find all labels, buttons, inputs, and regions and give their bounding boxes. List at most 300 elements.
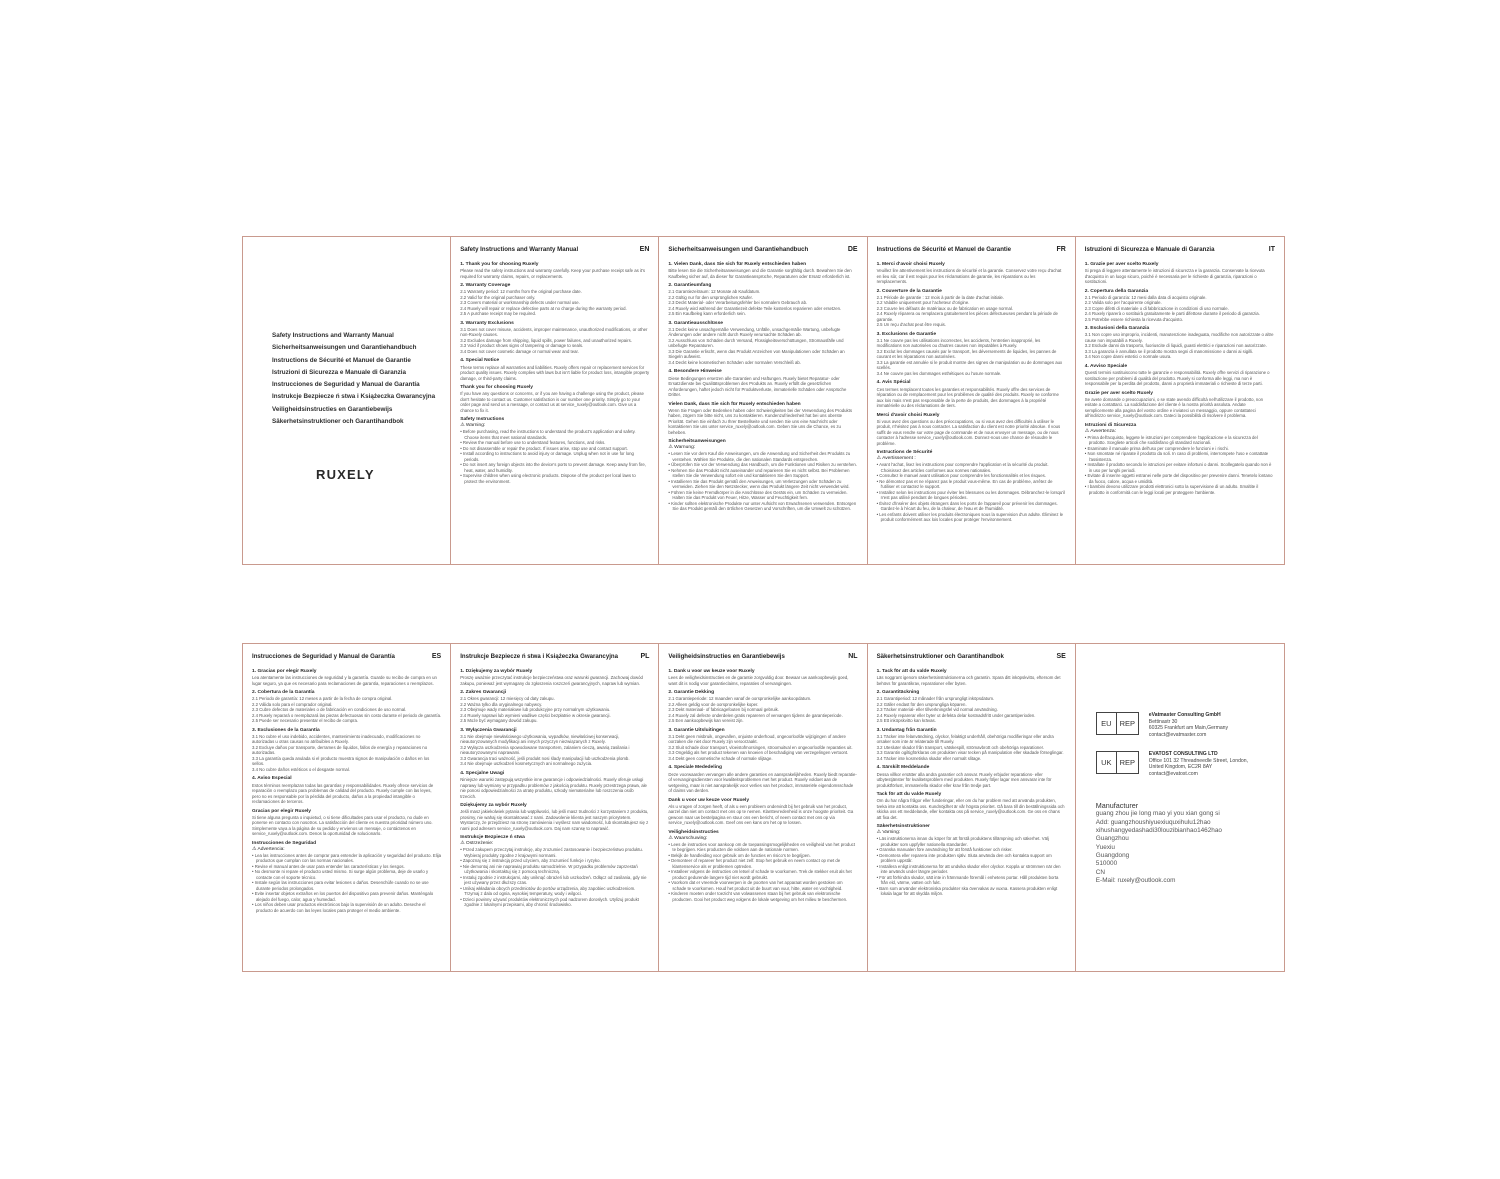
warning-item: • Barn som använder elektroniska produkter ska övervakas av vuxna. Kassera produkten enligt lokala lagar för att skydda miljön. — [877, 886, 1066, 897]
section-heading: 3. Garantieausschlüsse — [668, 320, 724, 326]
section-heading: 1. Vielen Dank, dass Sie sich für Ruxely entschieden haben — [668, 262, 807, 267]
body-line: 2.4 Ruxely zal defecte onderdelen gratis repareren of vervangen tijdens de garantieperiode. — [668, 712, 843, 718]
body-line: 2.3 Obejmuje wady materiałowe lub produkcyjne przy normalnym użytkowaniu. — [460, 707, 611, 713]
language-code: ES — [431, 653, 442, 660]
body-line: 2.2 Ważna tylko dla oryginalnego nabywcy. — [460, 701, 543, 707]
body-line: 3.3 La garantía queda anulada si el producto muestra signos de manipulación o daños en los sellos. — [252, 755, 430, 767]
warning-item: • Installate il prodotto secondo le istruzioni per evitare infortuni o danni. Scollegatelo quando non è in uso per lunghi periodi. — [1085, 462, 1275, 473]
section-body — [252, 815, 441, 837]
warning-item: • Unikaj wkładania obcych przedmiotów do portów urządzenia, aby zapobiec uszkodzeniom. Trzymaj z dala od ognia, wysokiej temperatury, wody i wilgoci. — [460, 886, 649, 897]
section-body — [252, 696, 441, 724]
section-heading: 2. Couverture de la Garantie — [876, 288, 942, 294]
panel-title: Safety Instructions and Warranty Manual — [460, 246, 579, 253]
section — [668, 369, 857, 397]
section-body — [460, 809, 649, 831]
warning-item: • Nehmen Sie das Produkt nicht auseinander und reparieren Sie es nicht selbst. Bei Problemen stellen Sie die Verwendung sofort ein und kontaktieren Sie den Support. — [668, 468, 857, 479]
warning-item: • Consultez le manuel avant utilisation pour comprendre les fonctionnalités et les risques. — [877, 473, 1066, 479]
body-line: Si vous avez des questions ou des préoccupations, ou si vous avez des difficultés à utiliser le produit, n'hésitez pas à nous contacter. La satisfaction du client est notre priorité absolue. Il vous suffit de vous rendre sur votre page de commande et de nous envoyer un message, ou de nous contacter à l'adresse service_ruxely@outlook.com. Donnez-nous une chance de résoudre le problème. — [876, 418, 1061, 446]
warning-item: • Instale según las instrucciones para evitar lesiones o daños. Desenchúfe cuando no se use durante periodos prolongados. — [252, 880, 441, 891]
section — [460, 417, 649, 484]
language-code: IT — [1268, 246, 1275, 253]
section — [668, 728, 857, 762]
warning-item: • I bambini devono utilizzare prodotti elettronici sotto la supervisione di un adulto. Smaltite il prodotto in conformità con le leggi locali per proteggere l'ambiente. — [1085, 484, 1275, 495]
panel-header — [460, 653, 649, 660]
section — [668, 402, 857, 436]
warning-item: • Do not insert any foreign objects into the device's ports to prevent damage. Keep away from fire, heat, water, and humidity. — [460, 462, 649, 473]
panel-title: Instructions de Sécurité et Manuel de Garantie — [876, 246, 1012, 253]
section-heading: 3. Warranty Exclusions — [460, 320, 514, 326]
section-heading: Thank you for choosing Ruxely — [460, 385, 534, 390]
eu-rep-line: 60325 Frankfurt am Main,Germany — [1148, 725, 1229, 732]
section — [460, 690, 649, 724]
section-heading: 2. Garantie Dekking — [668, 690, 715, 696]
section-heading: 1. Tack för att du valde Ruxely — [876, 669, 947, 674]
warning-label: ⚠ Avvertenza: — [1084, 428, 1117, 434]
body-line: 3.4 No cubre daños estéticos o el desgaste normal. — [252, 766, 350, 772]
panel-title: Instrukcje Bezpiecze ń stwa i Książeczka Gwarancyjna — [460, 653, 619, 660]
cover-title: Sicherheitsanweisungen und Garantiehandbuch — [272, 344, 417, 352]
warning-item: • Evitate di inserire oggetti estranei nelle porte del dispositivo per prevenire danni. Tenetelo lontano da fuoco, calore, acqua e umidità. — [1085, 473, 1275, 484]
body-line: Dessa villkor ersätter alla andra garantier och ansvar. Ruxely erbjuder reparations- eller utbytestjänster för kvalitetsproblem med produkten. Ruxely följer lagar men ansvarar inte för produktförlust, immateriella skador eller krav från tredje part. — [876, 771, 1052, 788]
uk-rep-badge — [1096, 751, 1139, 774]
body-line: 2.1 Garantiperiod: 12 månader från ursprungligt inköpsdatum. — [876, 696, 995, 702]
warning-item: • Nie demontuj ani nie naprawiaj produktu samodzielnie. W przypadku problemów zaprzestań użytkowania i skontaktuj się z pomocą techniczną. — [460, 864, 649, 875]
panel-header — [1085, 246, 1275, 253]
eu-rep-info — [1149, 712, 1228, 738]
body-line: 3.2 Esclude danni da trasporto, fuoriuscite di liquidi, guasti elettrici e riparazioni non autorizzate. — [1084, 343, 1267, 349]
body-line: 3.4 Täcker inte kosmetiska skador eller normalt slitage. — [876, 755, 982, 761]
warning-item: • Do not disassemble or repair the product. If issues arise, stop use and contact support. — [460, 446, 649, 452]
warning-label: ⚠ Warning: — [460, 423, 486, 429]
body-line: 2.1 Garantiezeitraum: 12 Monate ab Kaufdatum. — [668, 289, 761, 295]
section-body — [668, 327, 857, 366]
cover-title: Istruzioni di Sicurezza e Manuale di Garanzia — [272, 368, 407, 376]
manufacturer-email: E-Mail: ruxely@outlook.com — [1095, 876, 1176, 884]
uk-rep-line: United Kingdom, EC2R 8AY — [1148, 764, 1213, 771]
warning-item: • Les enfants doivent utiliser les produits électroniques sous la supervision d'un adulte. Éliminez le produit conformément aux lois locales pour protéger l'environnement. — [877, 512, 1066, 523]
body-line: 2.5 A purchase receipt may be required. — [460, 311, 537, 317]
eu-rep-block — [1096, 712, 1228, 738]
warning-item: • Voorkom dat er vreemde voorwerpen in de poorten van het apparaat worden gestoken om schade te voorkomen. Houd het product uit de buurt van vuur, hitte, water en vochtigheid. — [668, 880, 857, 891]
body-line: 3.2 Wyłącza uszkodzenia spowodowane transportem, zalaniem cieczą, awarią zasilania i nieautoryzowanymi naprawami. — [460, 744, 630, 756]
section — [460, 262, 649, 279]
section-body — [1085, 268, 1275, 285]
body-line: Diese Bedingungen ersetzen alle Garantien und Haftungen. Ruxely bietet Reparatur- oder Ersatzdienste bei Qualitätsproblemen des Produkts an. Ruxely erfüllt die gesetzlichen Anforderungen, haftet jedoch nicht für Produktverluste, immaterielle Schäden oder Ansprüche Dritter. — [668, 375, 847, 397]
body-line: 3.1 Dekt geen misbruik, ongevallen, onjuiste onderhoud, ongeoorloofde wijzigingen of andere oorzaken die niet door Ruxely zijn veroorzaakt. — [668, 733, 846, 745]
panel-title: Instrucciones de Seguridad y Manual de Garantía — [252, 653, 395, 660]
body-line: 2.3 Täcker material- eller tillverkningsfel vid normal användning. — [876, 707, 998, 713]
section — [1085, 391, 1275, 419]
body-line: Si tiene alguna pregunta o inquietud, o si tiene dificultades para usar el producto, no dude en ponerse en contacto con nosotros. La satisfacción del cliente es nuestra prioridad número uno. Simplemente vaya a la página de su pedido y envíenos un mensaje, o contáctenos en service_ruxely@outlook.com. Denos la oportunidad de solucionarlo. — [252, 814, 433, 837]
warning-item: • Esaminate il manuale prima dell'uso per comprendere le funzioni e i rischi. — [1085, 446, 1275, 452]
body-line: Se avete domande o preoccupazioni, o se state avendo difficoltà nell'utilizzare il prodotto, non esitate a contattarci. La soddisfazione del cliente è la nostra priorità assoluta. Andate semplicemente alla pagina del vostro ordine e inviateci un messaggio, oppure contattateci all'indirizzo service_ruxely@outlook.com. Dateci la possibilità di risolvere il problema. — [1084, 396, 1264, 419]
warning-label: ⚠ Avertissement : — [876, 456, 916, 462]
section — [668, 262, 857, 279]
section-heading: 3. Exclusions de Garantie — [876, 331, 937, 337]
section-body — [877, 798, 1066, 820]
section-heading: Safety Instructions — [460, 417, 505, 423]
section — [877, 413, 1066, 447]
section-heading: 1. Dziękujemy za wybór Ruxely — [460, 669, 533, 674]
warning-item: • Installeer volgens de instructies om letsel of schade te voorkomen. Trek de stekker eruit als het product gedurende langere tijd niet wordt gebruikt. — [668, 869, 857, 880]
warning-item: • Installera enligt instruktionerna för att undvika skador eller olyckor. Koppla ur strömmen när den inte används under längre perioder. — [877, 864, 1066, 875]
section — [460, 358, 649, 381]
body-line: 3.3 La garanzia è annullata se il prodotto mostra segni di manomissione o danni ai sigilli. — [1084, 348, 1254, 354]
body-line: 2.5 Puede ser necesario presentar el recibo de compra. — [252, 718, 359, 724]
cover-title: Veiligheidsinstructies en Garantiebewijs — [272, 405, 393, 413]
section-heading: 4. Special Notice — [460, 358, 500, 364]
body-line: 2.5 Un reçu d'achat peut être requis. — [876, 322, 946, 328]
section-heading: Veiligheidsinstructies — [668, 829, 719, 835]
warning-item: • Los niños deben usar productos electrónicos bajo la supervisión de un adulto. Deseche el producto de acuerdo con las leyes locales para proteger el medio ambiente. — [252, 902, 441, 913]
body-line: 3.4 Deckt keine kosmetischen Schäden oder normalen Verschleiß ab. — [668, 359, 801, 365]
body-line: 2.3 Covers material or workmanship defects under normal use. — [460, 300, 580, 306]
warning-item: • Install according to instructions to avoid injury or damage. Unplug when not in use for long periods. — [460, 451, 649, 462]
body-line: 2.4 Ruxely réparera ou remplacera gratuitement les pièces défectueuses pendant la période de garantie. — [876, 311, 1058, 322]
body-line: Lees de veiligheidsinstructies en de garantie zorgvuldig door. Bewaar uw aankoopbewijs goed, want dit is nodig voor garantieclaims, reparaties of vervangingen. — [668, 675, 849, 686]
section-heading: 3. Exclusiones de la Garantía — [252, 727, 320, 733]
section — [668, 669, 857, 686]
uk-rep-name: EVATOST CONSULTING LTD — [1148, 751, 1218, 757]
manual-sheet-bottom — [242, 643, 1285, 972]
warning-item: • Bekijk de handleiding voor gebruik om de functies en risico's te begrijpen. — [668, 853, 857, 859]
panel-title: Istruzioni di Sicurezza e Manuale di Garanzia — [1084, 246, 1215, 253]
panel-header — [252, 653, 441, 660]
section-body — [460, 289, 649, 317]
body-line: 2.4 Ruxely reparerar eller byter ut defekta delar kostnadsfritt under garantiperioden. — [876, 712, 1036, 718]
section-heading: 1. Merci d'avoir choisi Ruxely — [876, 262, 945, 267]
uk-label: UK — [1097, 752, 1117, 773]
panel-header — [877, 653, 1066, 660]
section-heading: 2. Cobertura de la Garantía — [252, 690, 315, 696]
warning-item: • Non smontate né riparate il prodotto da soli. In caso di problemi, interrompete l'uso e contattate l'assistenza. — [1085, 451, 1275, 462]
section — [668, 439, 857, 512]
section-body — [668, 408, 857, 436]
section-heading: 2. Copertura della Garanzia — [1084, 288, 1149, 294]
manufacturer-line: 510000 — [1095, 860, 1118, 868]
cover-title: Instrucciones de Seguridad y Manual de Garantía — [272, 381, 420, 389]
section-heading: 3. Wyłączenia Gwarancji — [460, 727, 517, 733]
body-line: Lea atentamente las instrucciones de seguridad y la garantía. Guarde su recibo de compra en un lugar seguro, ya que es necesario para reclamaciones de garantía, reparaciones o reemplazos. — [252, 675, 437, 686]
manufacturer-line: Guangzhou — [1095, 835, 1129, 843]
section-heading: 1. Grazie per aver scelto Ruxely — [1084, 262, 1159, 267]
manufacturer-line: xihushangyedashadi30louzibianhao1462hao — [1095, 827, 1222, 835]
section-body — [460, 365, 649, 382]
section-heading: Grazie per aver scelto Ruxely — [1084, 390, 1154, 396]
eu-rep-name: eVatmaster Consulting GmbH — [1148, 712, 1221, 718]
cover-title: Instrukcje Bezpiecze ń stwa i Książeczka Gwarancyjna — [272, 393, 436, 401]
section-heading: 3. Esclusioni della Garanzia — [1084, 326, 1150, 332]
section-body — [460, 675, 649, 686]
body-line: 3.4 Nie obejmuje uszkodzeń kosmetycznych ani normalnego zużycia. — [460, 761, 593, 767]
section-body — [668, 268, 857, 279]
section — [460, 283, 649, 317]
body-line: 3.2 Exclut les dommages causés par le transport, les déversements de liquides, les pannes de courant et les réparations non autorisées. — [876, 348, 1057, 360]
body-line: Proszę uważnie przeczytać instrukcje bezpieczeństwa oraz warunki gwarancji. Zachowaj dowód zakupu, ponieważ jest wymagany do zgłoszenia roszczeń gwarancyjnych, napraw lub wymian. — [460, 675, 643, 686]
body-line: 2.1 Warranty period: 12 months from the original purchase date. — [460, 289, 582, 295]
body-line: 3.1 Does not cover misuse, accidents, improper maintenance, unauthorized modifications, or other non-Ruxely causes. — [460, 326, 648, 338]
section-heading: 3. Garantie Uitsluitingen — [668, 727, 725, 733]
body-line: 2.2 Gültig nur für den ursprünglichen Käufer. — [668, 294, 753, 300]
section-body — [877, 675, 1066, 686]
body-line: 3.1 Nie obejmuje niewłaściwego użytkowania, wypadków, niewłaściwej konserwacji, nieautoryzowanych modyfikacji ani innych przyczyn niezwiązanych z Ruxely. — [460, 733, 620, 745]
body-line: Please read the safety instructions and warranty carefully. Keep your purchase receipt safe as it's required for warranty claims, repairs, or replacements. — [460, 268, 646, 279]
panel-title: Säkerhetsinstruktioner och Garantihandbok — [876, 653, 1004, 660]
body-line: Niniejsze warunki zastępują wszystkie inne gwarancje i odpowiedzialności. Ruxely oferuje usługi naprawy lub wymiany w przypadku problemów z jakością produktu. Ruxely przestrzega prawa, ale nie ponosi odpowiedzialności za utratę produktu, szkody niematerialne lub roszczenia osób trzecich. — [460, 777, 647, 799]
section-body — [668, 289, 857, 317]
section — [877, 380, 1066, 408]
body-line: 3.1 Deckt keine unsachgemäße Verwendung, Unfälle, unsachgemäße Wartung, unbefugte Änderungen oder andere nicht durch Ruxely verursachte Schäden ab. — [668, 326, 841, 338]
section — [460, 385, 649, 413]
section — [877, 792, 1066, 820]
section-heading: Vielen Dank, dass Sie sich für Ruxely entschieden haben — [668, 401, 801, 407]
section-heading: 2. Zakres Gwarancji — [460, 690, 507, 696]
warning-item: • No desmonte ni repare el producto usted mismo. Si surge algún problema, deje de usarlo y contacte con el soporte técnico. — [252, 869, 441, 880]
section-body — [460, 777, 649, 799]
section-body — [877, 387, 1066, 409]
body-line: 3.3 Garantin ogiltigförklaras om produkten visar tecken på manipulation eller skadade förseglingar. — [876, 750, 1064, 756]
section — [252, 728, 441, 773]
warning-item: • Dzieci powinny używać produktów elektronicznych pod nadzorem dorosłych. Utylizuj produkt zgodnie z lokalnymi przepisami, aby chronić środowisko. — [460, 897, 649, 908]
section-heading: 3. Undantag från Garantin — [876, 727, 937, 733]
body-line: 2.1 Periodo de garantía: 12 meses a partir de la fecha de compra original. — [252, 696, 393, 702]
rep-label: REP — [1119, 758, 1135, 767]
section-body — [252, 675, 441, 686]
section — [668, 798, 857, 826]
body-line: 3.1 Täcker inte felanvändning, olyckor, felaktigt underhåll, obehöriga modifieringar eller andra orsaker som inte är relaterade till Ruxely. — [876, 733, 1054, 745]
language-code: NL — [848, 653, 858, 660]
body-line: 2.1 Garantieperiode: 12 maanden vanaf de oorspronkelijke aankoopdatum. — [668, 696, 812, 702]
panel-es — [243, 644, 451, 971]
section-heading: 1. Gracias por elegir Ruxely — [252, 669, 317, 674]
language-code: PL — [640, 653, 650, 660]
warning-item: • Kinderen moeten onder toezicht van volwassenen staan bij het gebruik van elektronische producten. Gooi het product weg volgens de lokale wetgeving om het milieu te beschermen. — [668, 891, 857, 902]
warning-item: • Installieren Sie das Produkt gemäß den Anweisungen, um Verletzungen oder Schäden zu vermeiden. Ziehen Sie den Netzstecker, wenn das Produkt längere Zeit nicht verwendet wird. — [668, 479, 857, 490]
manual-sheet-top — [242, 236, 1285, 565]
body-line: Si prega di leggere attentamente le istruzioni di sicurezza e la garanzia. Conservate la ricevuta d'acquisto in un luogo sicuro, poiché è necessaria per le richieste di garanzia, riparazioni o sostituzioni. — [1084, 268, 1265, 285]
body-line: 2.3 Cubre defectos de materiales o de fabricación en condiciones de uso normal. — [252, 707, 407, 713]
body-line: Jeśli masz jakiekolwiek pytania lub wątpliwości, lub jeśli masz trudności z korzystaniem z produktu, prosimy, nie wahaj się skontaktować z nami. Zadowolenie klienta jest naszym priorytetem. Wystarczy, że przejdziesz na stronę zamówienia i wyślesz nam wiadomość, lub skontaktujesz się z nami pod adresem service_ruxely@outlook.com. Daj nam szansę to naprawić. — [460, 809, 649, 831]
language-code: EN — [639, 246, 650, 253]
warning-item: • Instaluj zgodnie z instrukcjami, aby uniknąć obrażeń lub uszkodzeń. Odłącz od zasilania, gdy nie jest używany przez dłuższy czas. — [460, 875, 649, 886]
uk-rep-email: contact@evatost.com — [1148, 770, 1198, 777]
body-line: 2.4 Ruxely wird während der Garantiezeit defekte Teile kostenlos reparieren oder ersetzen. — [668, 305, 842, 311]
section-heading: 1. Dank u voor uw keuze voor Ruxely — [668, 669, 755, 674]
warning-item: • Installez selon les instructions pour éviter les blessures ou les dommages. Débranchez-le lorsqu'il n'est pas utilisé pendant de longues périodes. — [877, 490, 1066, 501]
warning-item: • Przed zakupem przeczytaj instrukcję, aby zrozumieć zastosowanie i bezpieczeństwo produktu. Wybieraj produkty zgodne z krajowymi normami. — [460, 847, 649, 858]
section — [668, 283, 857, 317]
language-code: SE — [1056, 653, 1066, 660]
section-body — [460, 268, 649, 279]
section-body — [668, 376, 857, 398]
section-body — [460, 391, 649, 413]
section — [668, 690, 857, 724]
manufacturer-line: Add: guangzhoushiyuexiuquxihulu12hao — [1095, 818, 1211, 826]
section-body — [1085, 397, 1275, 419]
warning-item: • Evite insertar objetos extraños en los puertos del dispositivo para prevenir daños. Manténgalo alejado del fuego, calor, agua y humedad. — [252, 891, 441, 902]
section — [877, 289, 1066, 328]
section — [877, 450, 1066, 523]
section-body — [460, 696, 649, 724]
body-line: 3.3 Ongeldig als het product tekenen van knoeien of beschadiging van verzegelingen vertoont. — [668, 750, 849, 756]
warning-item: • Überprüfen Sie vor der Verwendung das Handbuch, um die Funktionen und Risiken zu verstehen. — [668, 462, 857, 468]
uk-rep-block — [1096, 751, 1248, 777]
section — [877, 332, 1066, 377]
warning-item: • Lees de instructies voor aankoop om de toepassingsmogelijkheden en veiligheid van het product te begrijpen. Kies producten die voldoen aan de nationale normen. — [668, 842, 857, 853]
section-body — [877, 696, 1066, 724]
eu-label: EU — [1097, 713, 1117, 734]
warning-item: • Demonteer of repareer het product niet zelf. Stop het gebruik en neem contact op met de klantenservice als er problemen optreden. — [668, 858, 857, 869]
brand-logo: RUXELY — [316, 467, 375, 482]
panel-se — [868, 644, 1076, 971]
body-line: 3.1 Ne couvre pas les utilisations incorrectes, les accidents, l'entretien inapproprié, les modifications non autorisées ou d'autres causes non imputables à Ruxely. — [876, 337, 1041, 349]
cover-title-list — [272, 330, 435, 428]
section-heading: 4. Avis Spécial — [876, 380, 911, 386]
manufacturer-line: CN — [1095, 868, 1106, 876]
section-heading: Säkerhetsinstruktioner — [876, 824, 930, 830]
panel-pl — [451, 644, 659, 971]
eu-rep-line: Bettinastr 30 — [1148, 718, 1178, 725]
warning-label: ⚠ Ostrzeżenie: — [460, 841, 494, 847]
panel-de — [659, 237, 867, 564]
section — [460, 321, 649, 355]
body-line: 2.4 Ruxely reparará o reemplazará las piezas defectuosas sin costo durante el periodo de garantía. — [252, 712, 442, 718]
section-heading: 4. Besondere Hinweise — [668, 369, 722, 375]
section-heading: 4. Specjalne Uwagi — [460, 770, 505, 776]
body-line: 2.2 Válida solo para el comprador original. — [252, 701, 333, 707]
body-line: 2.2 Valable uniquement pour l'acheteur d'origine. — [876, 300, 970, 306]
manufacturer-line: Guangdong — [1095, 852, 1130, 859]
body-line: 3.1 No cubre el uso indebido, accidentes, mantenimiento inadecuado, modificaciones no autorizadas u otras causas no atribuibles a Ruxely. — [252, 733, 421, 745]
body-line: 3.1 Non copre uso improprio, incidenti, manutenzione inadeguata, modifiche non autorizzate o altre cause non imputabili a Ruxely. — [1084, 332, 1274, 343]
section-heading: 2. Garantieumfang — [668, 283, 712, 289]
body-line: These terms replace all warranties and liabilities. Ruxely offers repair or replacement services for product quality issues. Ruxely complies with laws but isn't liable for product loss, intangible property damage, or third-party claims. — [460, 364, 650, 381]
section — [877, 262, 1066, 285]
body-line: 2.5 Może być wymagany dowód zakupu. — [460, 718, 538, 724]
body-line: Als u vragen of zorgen heeft, of als u een probleem ondervindt bij het gebruik van het product, aarzel dan niet om contact met ons op te nemen. Klanttevredenheid is onze hoogste prioriteit. Ga gewoon naar uw bestelpagina en stuur ons een bericht, of neem contact met ons op via service_ruxely@outlook.com. Geef ons een kans om het op te lossen. — [668, 803, 854, 826]
body-line: 2.3 Dekt materiaal- of fabricagefouten bij normaal gebruik. — [668, 707, 779, 713]
section-heading: Dank u voor uw keuze voor Ruxely — [668, 797, 750, 803]
warning-item: • Ne démontez pas et ne réparez pas le produit vous-même. En cas de problème, arrêtez de l'utiliser et contactez le support. — [877, 479, 1066, 490]
section — [877, 824, 1066, 897]
section-body — [1085, 370, 1275, 387]
section-heading: Gracias por elegir Ruxely — [252, 808, 311, 814]
body-line: 2.4 Ruxely naprawi lub wymieni wadliwe części bezpłatnie w okresie gwarancji. — [460, 712, 611, 718]
eu-rep-badge — [1096, 712, 1139, 735]
uk-rep-info — [1149, 751, 1248, 777]
body-line: 3.3 La garantie est annulée si le produit montre des signes de manipulation ou de dommages aux scellés. — [876, 359, 1063, 371]
body-line: 2.1 Période de garantie : 12 mois à partir de la date d'achat initiale. — [876, 294, 1005, 300]
section — [460, 669, 649, 686]
panel-title: Sicherheitsanweisungen und Garantiehandbuch — [668, 246, 809, 253]
warning-item: • Zapoznaj się z instrukcją przed użyciem, aby zrozumieć funkcje i ryzyko. — [460, 858, 649, 864]
body-line: 2.4 Ruxely will repair or replace defective parts at no charge during the warranty period. — [460, 305, 627, 311]
panel-nl — [659, 644, 867, 971]
section — [252, 690, 441, 724]
warning-item: • Supervise children when using electronic products. Dispose of the product per local laws to protect the environment. — [460, 473, 649, 484]
body-line: 2.2 Valida solo per l'acquirente originale. — [1084, 300, 1162, 306]
section — [252, 841, 441, 914]
section — [1085, 289, 1275, 323]
panel-fr — [868, 237, 1076, 564]
section-body — [668, 772, 857, 794]
panel-header — [460, 246, 649, 253]
section — [1085, 423, 1275, 496]
section-heading: Instructions de Sécurité — [876, 450, 933, 456]
body-line: 3.4 Ne couvre pas les dommages esthétiques ou l'usure normale. — [876, 370, 1002, 376]
section — [460, 728, 649, 767]
section-heading: 4. Avviso Speciale — [1084, 363, 1128, 369]
panel-it — [1076, 237, 1284, 564]
body-line: 2.3 Couvre les défauts de matériaux ou de fabrication en usage normal. — [876, 305, 1013, 311]
cover-panel — [243, 237, 451, 564]
rep-label: REP — [1119, 719, 1135, 728]
body-line: Questi termini sostituiscono tutte le garanzie e responsabilità. Ruxely offre servizi di riparazione o sostituzione per problemi di qualità del prodotto. Ruxely si conforma alle leggi, ma non è responsabile per la perdita del prodotto, danni a proprietà immateriali o richieste di terze parti. — [1084, 370, 1270, 386]
body-line: 2.1 Okres gwarancji: 12 miesięcy od daty zakupu. — [460, 696, 555, 702]
section-body — [1085, 332, 1275, 360]
section-body — [668, 696, 857, 724]
section-heading: Dziękujemy za wybór Ruxely — [460, 803, 527, 808]
section-body — [877, 772, 1066, 789]
section-heading: Tack för att du valde Ruxely — [876, 792, 942, 797]
section — [668, 321, 857, 366]
body-line: 3.3 Die Garantie erlischt, wenn das Produkt Anzeichen von Manipulationen oder Schäden an Siegeln aufweist. — [668, 348, 845, 360]
section-body — [252, 734, 441, 773]
warning-item: • Évitez d'insérer des objets étrangers dans les ports de l'appareil pour prévenir les dommages. Gardez-le à l'écart du feu, de la chaleur, de l'eau et de l'humidité. — [877, 501, 1066, 512]
cover-title: Säkerhetsinstruktioner och Garantihandbok — [272, 418, 404, 426]
body-line: 3.2 Sluit schade door transport, vloeistofmorsingen, stroomuitval en ongeoorloofde reparaties uit. — [668, 744, 853, 750]
section-body — [460, 327, 649, 355]
section-heading: 4. Speciale Mededeling — [668, 765, 722, 771]
body-line: 2.3 Deckt Material- oder Verarbeitungsfehler bei normalem Gebrauch ab. — [668, 300, 808, 306]
section — [877, 765, 1066, 788]
section-body — [460, 734, 649, 767]
section — [252, 669, 441, 686]
section — [460, 835, 649, 908]
panel-title: Veiligheidsinstructies en Garantiebewijs — [668, 653, 785, 660]
body-line: 2.2 Alleen geldig voor de oorspronkelijke koper. — [668, 701, 759, 707]
eu-rep-email: contact@evatmaster.com — [1148, 731, 1207, 738]
manufacturer-line: Yuexiu — [1095, 843, 1115, 851]
body-line: Veuillez lire attentivement les instructions de sécurité et la garantie. Conservez votre reçu d'achat en lieu sûr, car il est requis pour les réclamations de garantie, les réparations ou les remplacements. — [876, 268, 1062, 285]
section-heading: Merci d'avoir choisi Ruxely — [876, 412, 940, 418]
warning-item: • För att förhindra skador, sätt inte in främmande föremål i enhetens portar. Håll produkten borta från eld, värme, vatten och fukt. — [877, 875, 1066, 886]
warning-label: ⚠ Varning: — [876, 830, 901, 836]
warning-item: • Revise el manual antes de usar para entender las características y los riesgos. — [252, 864, 441, 870]
section-heading: 4. Aviso Especial — [252, 776, 292, 782]
uk-rep-line: Office 101 32 Threadneedle Street, London, — [1148, 757, 1249, 764]
body-line: 3.4 Does not cover cosmetic damage or normal wear and tear. — [460, 348, 579, 354]
body-line: 3.3 Void if product shows signs of tampering or damage to seals. — [460, 343, 584, 349]
body-line: 3.4 Non copre danni estetici o normale usura. — [1084, 354, 1172, 360]
body-line: Bitte lesen Sie die Sicherheitsanweisungen und die Garantie sorgfältig durch. Bewahren Sie den Kaufbeleg sicher auf, da dieser für Garantieansprüche, Reparaturen oder Ersatz erforderlich ist. — [668, 268, 852, 279]
section-body — [668, 804, 857, 826]
contact-panel — [1076, 644, 1284, 971]
language-code: FR — [1056, 246, 1066, 253]
section-body — [252, 783, 441, 805]
section-body — [668, 675, 857, 686]
warning-item: • Demontera eller reparera inte produkten själv. Sluta använda den och kontakta support om problem uppstår. — [877, 853, 1066, 864]
section — [668, 830, 857, 903]
section-body — [877, 295, 1066, 328]
section — [460, 803, 649, 831]
section-heading: Instrukcje Bezpiecze ń stwa — [460, 835, 525, 841]
body-line: 2.2 Gäller endast för den ursprungliga köparen. — [876, 701, 967, 707]
body-line: 2.2 Valid for the original purchaser only. — [460, 294, 536, 300]
section — [1085, 262, 1275, 285]
section-heading: 4. Särskilt Meddelande — [876, 765, 930, 771]
warning-item: • Prima dell'acquisto, leggete le istruzioni per comprendere l'applicazione e la sicurezza del prodotto. Scegliete articoli che soddisfano gli standard nazionali. — [1085, 435, 1275, 446]
